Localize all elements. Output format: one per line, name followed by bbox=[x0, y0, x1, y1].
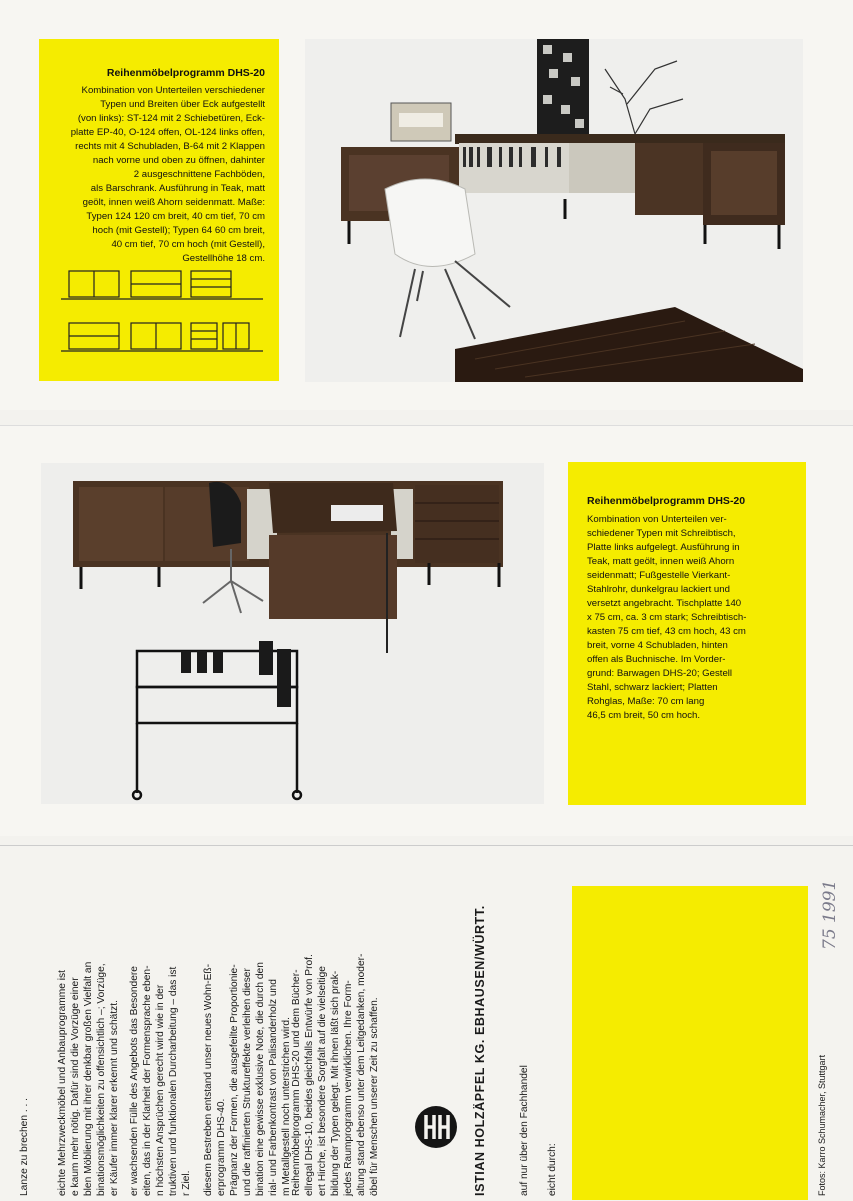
sideboard-illustration bbox=[305, 39, 803, 382]
wall-tapestry bbox=[537, 39, 589, 137]
trade-note-2: eicht durch: bbox=[547, 1143, 558, 1196]
shell-chair bbox=[385, 179, 475, 267]
company-logo bbox=[414, 1105, 458, 1149]
intro-line: Lanze zu brechen . . . bbox=[19, 1098, 30, 1196]
top-panel bbox=[0, 0, 853, 410]
caption-title-top: Reihenmöbelprogramm DHS-20 bbox=[106, 67, 265, 79]
drawer-unit bbox=[635, 143, 703, 215]
desk-box bbox=[269, 535, 397, 619]
caption-text-middle: Kombination von Unterteilen ver- schiedener Typen mit Schreibtisch, Platte links aufgelegt. Ausführung in Teak, matt geölt, innen weiß Ahorn seidenmatt; Fußgestelle Vierkant- Stahlrohr, dunkelgrau lackiert und versetzt angebracht. Tischplatte 140 x 75 cm, ca. 3 cm stark; Schreibtisch- kasten 75 cm tief, 43 cm hoch, 43 cm breit, vorne 4 Schubladen, hinten offen als Buchnische. Im Vorder- grund: Barwagen DHS-20; Gestell Stahl, schwarz lackiert; Platten Rohglas, Maße: 70 cm lang 46,5 cm breit, 50 cm hoch. bbox=[587, 514, 747, 721]
caption-title-middle: Reihenmöbelprogramm DHS-20 bbox=[587, 495, 746, 507]
paragraph-1: eichte Mehrzweckmöbel und Anbauprogramme ist e kaum mehr nötig. Dafür sind die Vorzüge einer blen Möblierung mit ihrer denkbar großen Vielfalt an binationsmöglichkeiten zu offensichtlich –; Vorzüge, er Käufer immer klarer erkennt und schätzt. bbox=[57, 961, 120, 1196]
caption-card-middle bbox=[568, 462, 806, 805]
paragraph-4: Reihenmöbelprogramm DHS-20 und dem Bücher- ellregal DHS-10, beides gleichfalls Entwürfe von Prof. ert Hirche, ist besondere Sorgfalt auf die vielseitige bildung der Typen gelegt. Mit ihnen läßt sich prak- jedes Raumprogramm verwirklichen. Ihre Form- altung stand ebenso unter dem Leitgedanken, moder- öbel für Menschen unserer Zeit zu schaffen. bbox=[291, 953, 380, 1196]
paragraph-2: er wachsenden Fülle des Angebots das Besondere eiten, das in der Klarheit der Formensprache eben- n höchsten Ansprüchen gerecht wird wie in der truktiven und funktionalen Durcharbeitung – das ist r Ziel. bbox=[129, 965, 192, 1196]
trade-note-1: auf nur über den Fachhandel bbox=[519, 1065, 530, 1196]
drawers bbox=[415, 485, 499, 563]
caption-text-top: Kombination von Unterteilen verschiedener Typen und Breiten über Eck aufgestellt (von links): ST-124 mit 2 Schiebetüren, Eck- platte EP-40, O-124 offen, OL-124 links offen, rechts mit 4 Schubladen, B-64 mit 2 Klappen nach vorne und oben zu öffnen, dahinter 2 ausgeschnittene Fachböden, als Barschrank. Ausführung in Teak, matt geölt, innen weiß Ahorn seidenmatt. Maße: Typen 124 120 cm breit, 40 cm tief, 70 cm hoch (mit Gestell); Typen 64 60 cm breit, 40 cm tief, 70 cm hoch (mit Gestell), Gestellhöhe 18 cm. bbox=[70, 85, 265, 264]
dealer-stamp-card bbox=[572, 886, 808, 1200]
photo-credit: Fotos: Karro Schumacher, Stuttgart bbox=[817, 1054, 827, 1196]
company-name: ISTIAN HOLZÄPFEL KG. EBHAUSEN/WÜRTT. bbox=[473, 905, 487, 1196]
photo-sideboard-corner bbox=[305, 39, 803, 382]
photo-desk-combination bbox=[41, 463, 544, 804]
open-shelf bbox=[459, 143, 569, 193]
furniture-diagrams bbox=[57, 269, 267, 359]
desk-illustration bbox=[41, 463, 544, 804]
paragraph-3: diesem Bestreben entstand unser neues Wohn-Eß- erprogramm DHS-40. Prägnanz der Formen, die ausgefeilte Proportionie- und die raffinierten Struktureffekte verleihen dieser bination eine gewisse exklusive Note, die durch den rial- und Farbenkontrast von Palisanderholz und m Metallgestell noch unterstrichen wird. bbox=[203, 962, 292, 1196]
handwritten-note: 75 1991 bbox=[820, 879, 840, 950]
caption-card-top bbox=[39, 39, 279, 381]
